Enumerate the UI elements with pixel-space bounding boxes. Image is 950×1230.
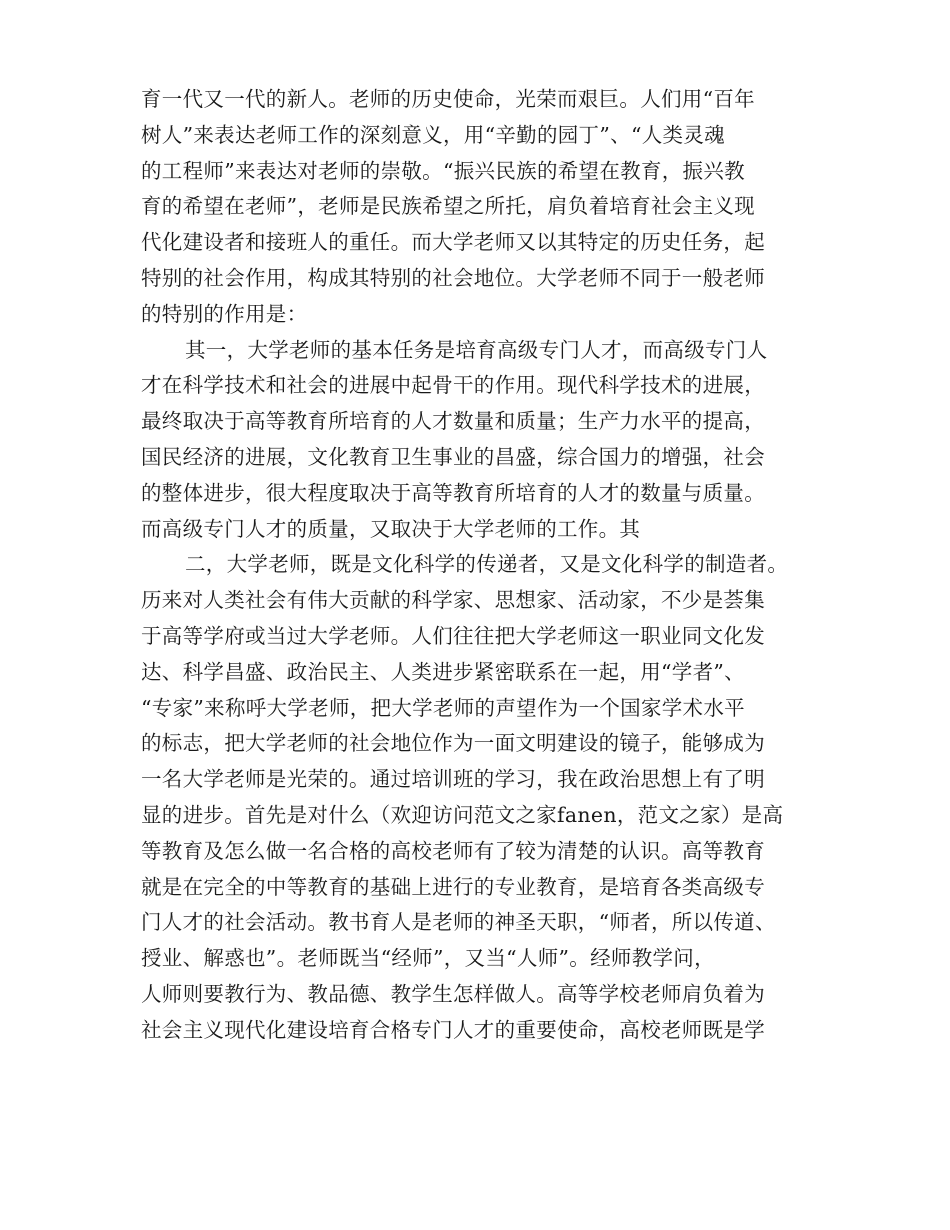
text-line: 门人才的社会活动。教书育人是老师的神圣天职，“师者，所以传道、 — [141, 910, 776, 935]
text-line: 达、科学昌盛、政治民主、人类进步紧密联系在一起，用“学者”、 — [141, 659, 745, 684]
text-line: 等教育及怎么做一名合格的高校老师有了较为清楚的认识。高等教育 — [141, 838, 765, 863]
text-line: 树人”来表达老师工作的深刻意义，用“辛勤的园丁”、“人类灵魂 — [141, 122, 725, 147]
text-line: 最终取决于高等教育所培育的人才数量和质量；生产力水平的提高， — [141, 409, 765, 434]
text-line: 而高级专门人才的质量，又取决于大学老师的工作。其 — [141, 516, 641, 541]
text-line: 的工程师”来表达对老师的崇敬。“振兴民族的希望在教育，振兴教 — [141, 158, 745, 183]
text-line: 二，大学老师，既是文化科学的传递者，又是文化科学的制造者。 — [185, 552, 789, 577]
text-line: 就是在完全的中等教育的基础上进行的专业教育，是培育各类高级专 — [141, 874, 765, 899]
text-line: 的标志，把大学老师的社会地位作为一面文明建设的镜子，能够成为 — [141, 731, 765, 756]
document-body — [141, 82, 813, 1049]
text-line: 特别的社会作用，构成其特别的社会地位。大学老师不同于一般老师 — [141, 265, 765, 290]
text-line: 国民经济的进展，文化教育卫生事业的昌盛，综合国力的增强，社会 — [141, 444, 765, 469]
text-line: 其一，大学老师的基本任务是培育高级专门人才，而高级专门人 — [185, 337, 768, 362]
text-line: 历来对人类社会有伟大贡献的科学家、思想家、活动家，不少是荟集 — [141, 588, 765, 613]
text-line: 授业、解惑也”。老师既当“经师”，又当“人师”。经师教学问， — [141, 946, 715, 971]
text-line: 育的希望在老师”，老师是民族希望之所托，肩负着培育社会主义现 — [141, 194, 755, 219]
text-line: 一名大学老师是光荣的。通过培训班的学习，我在政治思想上有了明 — [141, 767, 765, 792]
text-line: 于高等学府或当过大学老师。人们往往把大学老师这一职业同文化发 — [141, 623, 765, 648]
text-line: 的特别的作用是： — [141, 301, 308, 326]
text-line: 人师则要教行为、教品德、教学生怎样做人。高等学校老师肩负着为 — [141, 981, 765, 1006]
text-line: 代化建设者和接班人的重任。而大学老师又以其特定的历史任务，起 — [141, 230, 765, 255]
text-line: 社会主义现代化建设培育合格专门人才的重要使命，高校老师既是学 — [141, 1017, 765, 1042]
text-line: 的整体进步，很大程度取决于高等教育所培育的人才的数量与质量。 — [141, 480, 765, 505]
text-line: “专家”来称呼大学老师，把大学老师的声望作为一个国家学术水平 — [141, 695, 745, 720]
text-line: 才在科学技术和社会的进展中起骨干的作用。现代科学技术的进展， — [141, 373, 765, 398]
text-line: 显的进步。首先是对什么（欢迎访问范文之家fanen，范文之家）是高 — [141, 802, 784, 827]
text-line: 育一代又一代的新人。老师的历史使命，光荣而艰巨。人们用“百年 — [141, 87, 755, 111]
